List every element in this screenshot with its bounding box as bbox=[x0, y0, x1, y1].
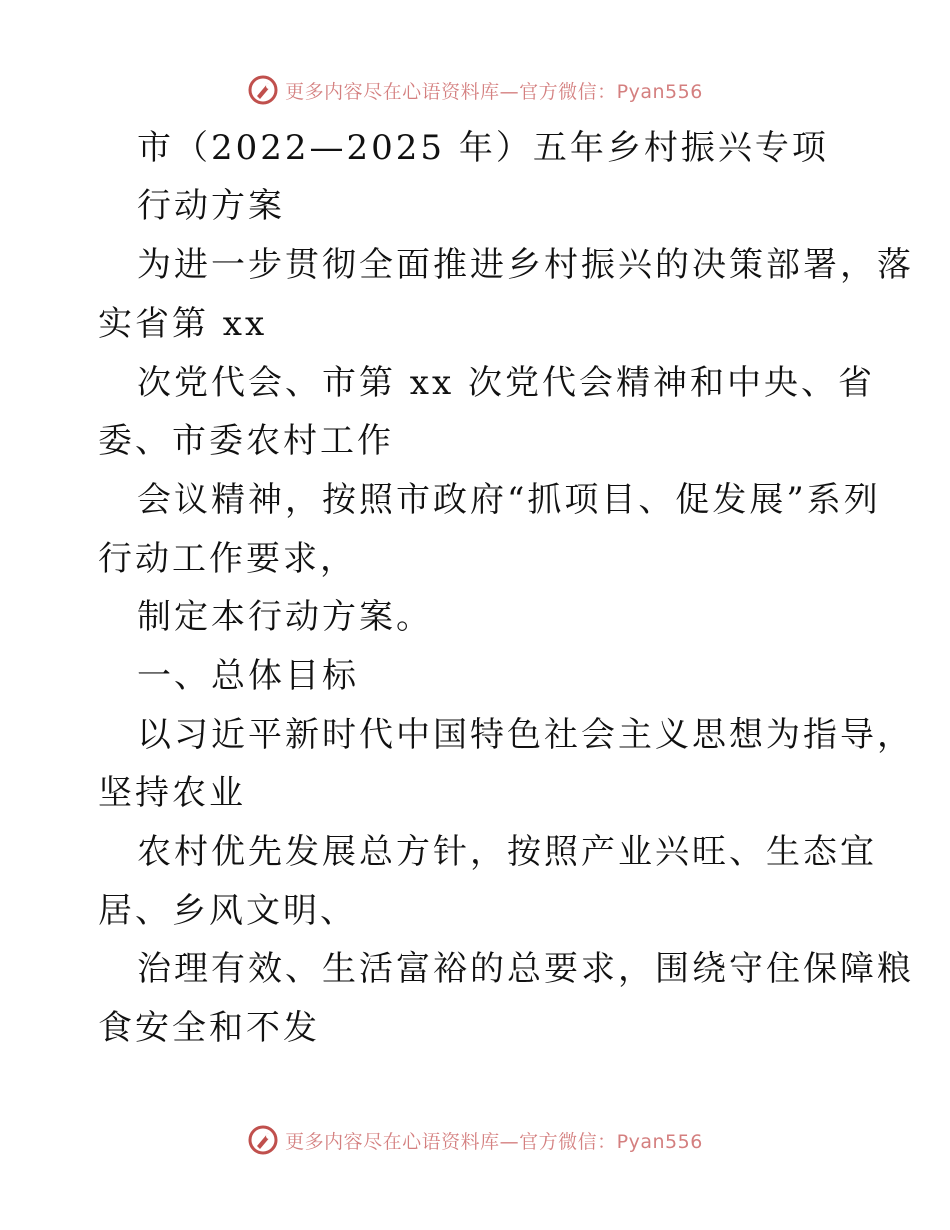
paragraph-line: 居、乡风文明、 bbox=[98, 891, 357, 931]
paragraph-line: 为进一步贯彻全面推进乡村振兴的决策部署，落 bbox=[137, 245, 914, 285]
watermark-text: 更多内容尽在心语资料库—官方微信：Pyan556 bbox=[285, 1130, 703, 1153]
paragraph-line: 治理有效、生活富裕的总要求，围绕守住保障粮 bbox=[137, 949, 914, 989]
paragraph-line: 行动工作要求， bbox=[98, 539, 357, 579]
paragraph-line: 以习近平新时代中国特色社会主义思想为指导， bbox=[137, 715, 914, 755]
paragraph-line: 食安全和不发 bbox=[98, 1008, 320, 1048]
paragraph-line: 制定本行动方案。 bbox=[137, 597, 433, 637]
document-title-line-2: 行动方案 bbox=[137, 186, 285, 226]
paragraph-line: 坚持农业 bbox=[98, 773, 246, 813]
paragraph-line: 会议精神，按照市政府“抓项目、促发展”系列 bbox=[137, 480, 881, 520]
document-title-line-1: 市（2022—2025 年）五年乡村振兴专项 bbox=[137, 128, 829, 168]
footer-watermark bbox=[0, 1122, 950, 1158]
watermark-text: 更多内容尽在心语资料库—官方微信：Pyan556 bbox=[285, 80, 703, 103]
section-heading: 一、总体目标 bbox=[137, 656, 359, 696]
paragraph-line: 农村优先发展总方针，按照产业兴旺、生态宜 bbox=[137, 832, 877, 872]
pen-logo-icon bbox=[247, 1124, 279, 1156]
paragraph-line: 次党代会、市第 xx 次党代会精神和中央、省 bbox=[137, 363, 875, 403]
paragraph-line: 实省第 xx bbox=[98, 304, 268, 344]
paragraph-line: 委、市委农村工作 bbox=[98, 421, 394, 461]
